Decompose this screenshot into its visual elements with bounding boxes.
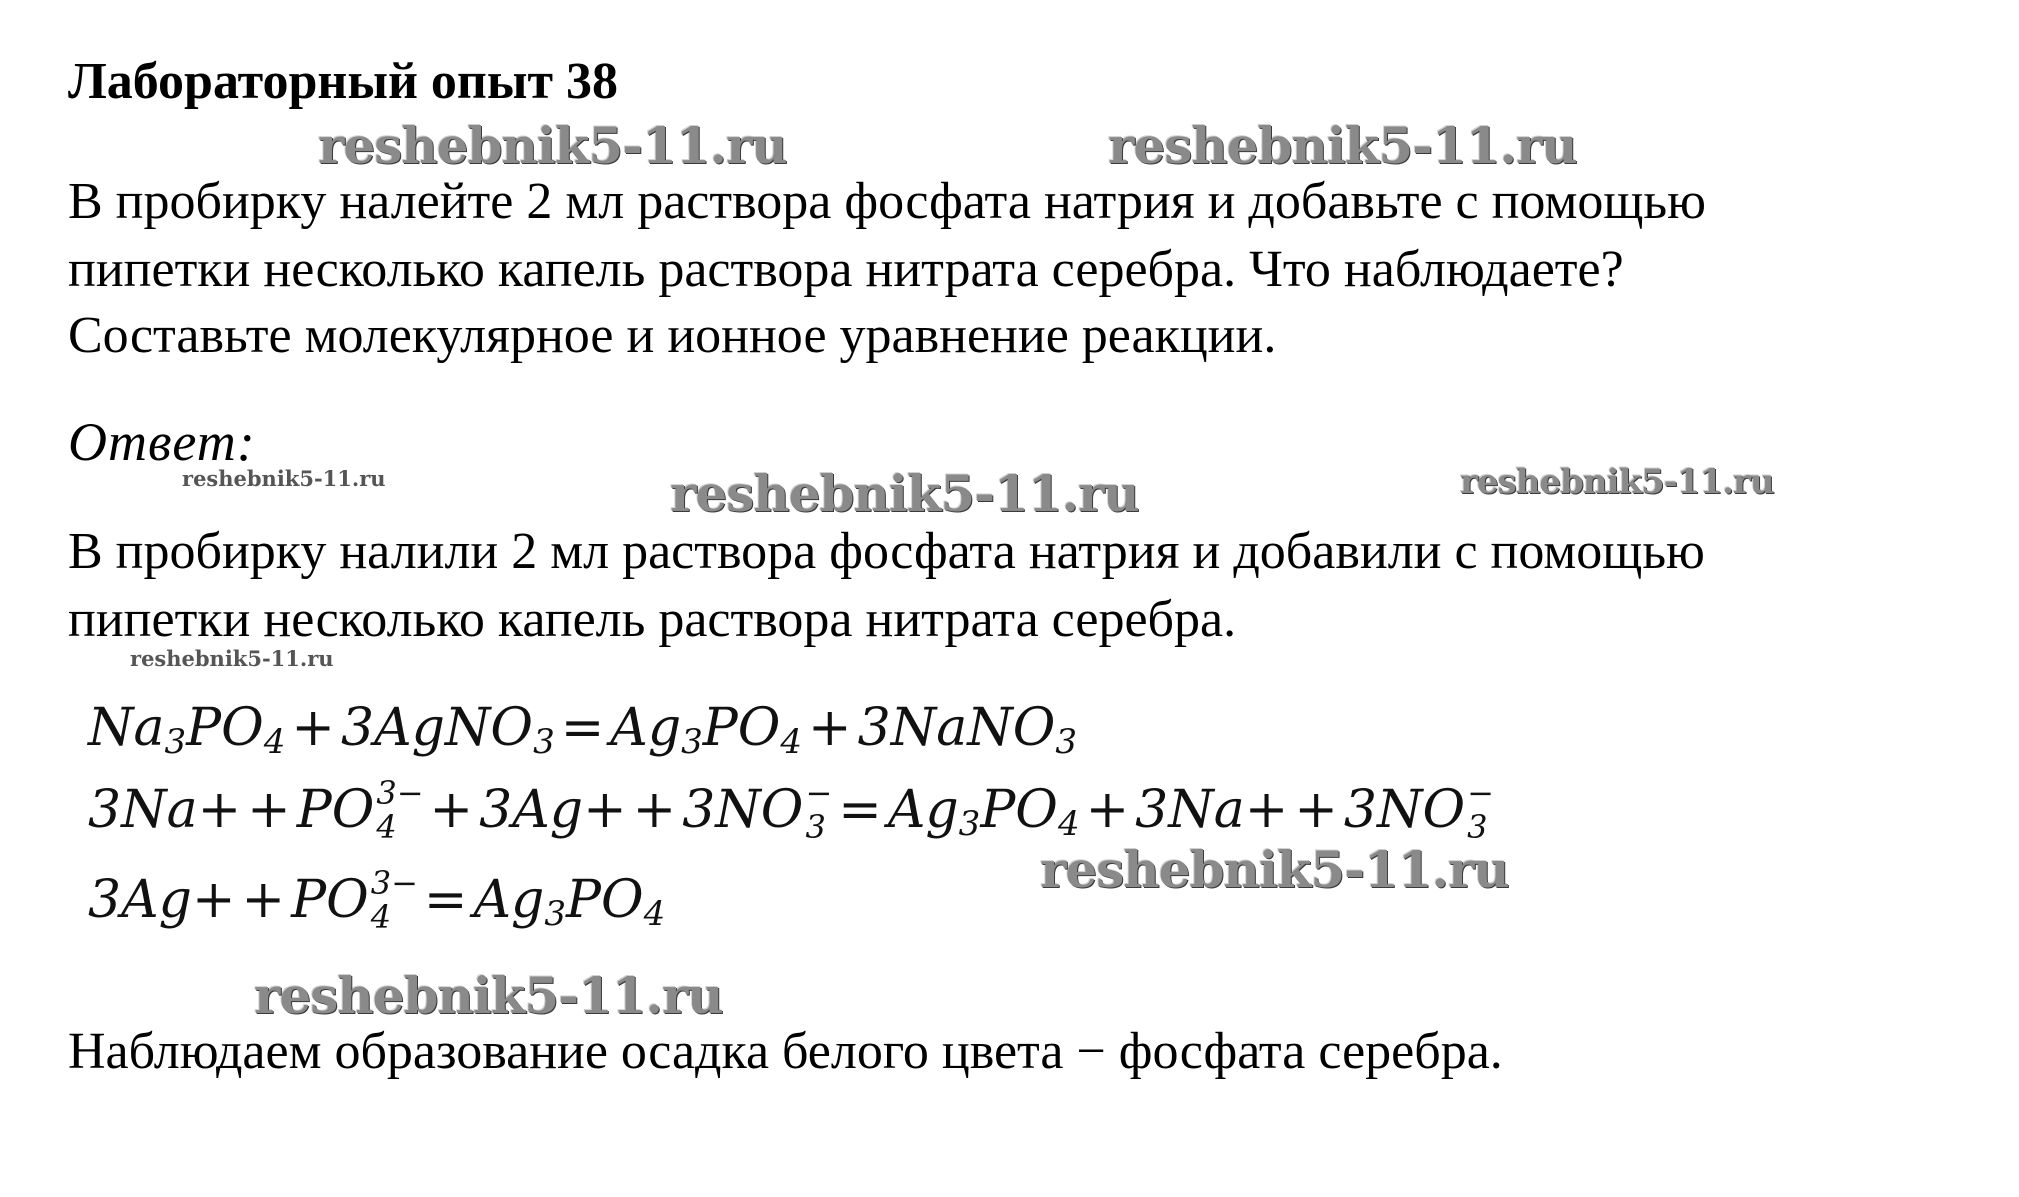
watermark: reshebnik5-11.ru xyxy=(318,116,787,175)
watermark: reshebnik5-11.ru xyxy=(1460,462,1774,502)
watermark: reshebnik5-11.ru xyxy=(670,464,1139,523)
molecular-equation: $Na_3PO_4$ + 3AgNO$_3$ = $Ag_3PO_4$ + 3NaNO$_3$ xyxy=(88,698,1077,762)
answer-line-2: пипетки несколько капель раствора нитрата серебра. xyxy=(68,591,1237,648)
page-title: Лабораторный опыт 38 xyxy=(68,53,619,110)
full-ionic-equation: 3Na+ + PO 3− 4 + 3Ag+ + 3NO − 3 = $Ag_3PO_4 + 3Na+ + 3NO$ − 3 xyxy=(88,773,1494,846)
question-line-3: Составьте молекулярное и ионное уравнение реакции. xyxy=(68,307,1277,364)
answer-label: Ответ: xyxy=(68,412,256,472)
watermark: reshebnik5-11.ru xyxy=(130,646,334,671)
observation: Наблюдаем образование осадка белого цвета − фосфата серебра. xyxy=(68,1023,1503,1080)
answer-line-1: В пробирку налили 2 мл раствора фосфата натрия и добавили с помощью xyxy=(68,523,1705,580)
watermark: reshebnik5-11.ru xyxy=(182,466,386,491)
question-line-1: В пробирку налейте 2 мл раствора фосфата натрия и добавьте с помощью xyxy=(68,173,1706,230)
watermark: reshebnik5-11.ru xyxy=(1108,116,1577,175)
question-line-2: пипетки несколько капель раствора нитрата серебра. Что наблюдаете? xyxy=(68,241,1624,298)
short-ionic-equation: 3Ag+ + PO 3− 4 = $Ag_3PO_4$ xyxy=(88,863,666,936)
watermark: reshebnik5-11.ru xyxy=(1040,840,1509,899)
watermark: reshebnik5-11.ru xyxy=(254,966,723,1025)
